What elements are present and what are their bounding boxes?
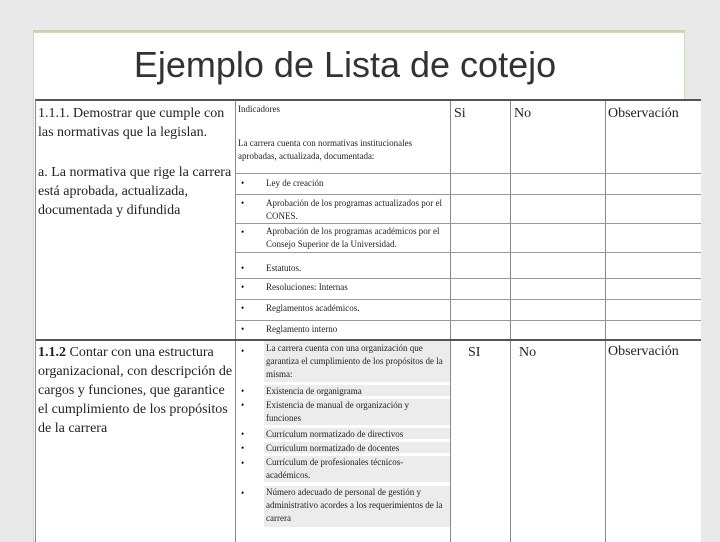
bullet-icon: • — [241, 303, 245, 313]
bullet-icon: • — [241, 400, 245, 410]
no-header-2: No — [519, 345, 537, 360]
section2-number: 1.1.2 — [38, 345, 66, 360]
section1-left-cell — [36, 101, 236, 341]
page-title: Ejemplo de Lista de cotejo — [133, 44, 557, 85]
bullet-icon: • — [241, 386, 245, 396]
item-text: Currículum de profesionales técnicos-académicos. — [266, 457, 404, 480]
indicator-intro: La carrera cuenta con normativas institucionales aprobadas, actualizada, documentada: — [238, 138, 413, 161]
si-header-2: SI — [468, 345, 481, 360]
no-column-2 — [511, 341, 606, 542]
item-text: Currículum normatizado de docentes — [266, 443, 400, 453]
checklist-table — [35, 99, 701, 542]
item-text: Reglamentos académicos. — [266, 303, 360, 313]
bullet-icon: • — [241, 227, 245, 237]
indicators-header: Indicadores — [238, 104, 280, 114]
item-text: Resoluciones: Internas — [266, 282, 348, 292]
bullet-icon: • — [241, 198, 245, 208]
item-text: Aprobación de los programas académicos por el Consejo Superior de la Universidad. — [266, 226, 440, 249]
observacion-column — [606, 101, 701, 542]
item-text: Número adecuado de personal de gestión y administrativo acordes a los requerimientos de la carrera — [266, 487, 443, 523]
item-text: Reglamento interno — [266, 324, 338, 334]
bullet-icon: • — [241, 178, 245, 188]
si-header: Si — [454, 106, 466, 121]
section2-left-cell — [36, 341, 236, 542]
bullet-icon: • — [241, 324, 245, 334]
observacion-header: Observación — [608, 106, 679, 121]
si-column — [451, 101, 511, 341]
section1-heading: 1.1.1. Demostrar que cumple con las normativas que la legislan. — [38, 106, 225, 140]
section1-subheading: a. La normativa que rige la carrera está aprobada, actualizada, documentada y difundida — [38, 165, 232, 218]
bullet-icon: • — [241, 429, 245, 439]
observacion-header-2: Observación — [608, 344, 679, 359]
item-text: Existencia de organigrama — [266, 386, 362, 396]
section2-heading — [38, 343, 234, 438]
item-text: Aprobación de los programas actualizados por el CONES. — [266, 198, 442, 221]
bullet-icon: • — [241, 263, 245, 273]
section2-text: Contar con una estructura organizacional, con descripción de cargos y funciones, que garantice el cumplimiento de los propósitos de la carrera — [38, 345, 233, 436]
item-text: Currículum normatizado de directivos — [266, 429, 404, 439]
no-column — [511, 101, 606, 341]
item-text: Ley de creación — [266, 178, 324, 188]
si-column-2 — [451, 341, 511, 542]
item-text: Existencia de manual de organización y funciones — [266, 400, 410, 423]
bullet-icon: • — [241, 443, 245, 453]
no-header: No — [514, 106, 532, 121]
item-text: La carrera cuenta con una organización que garantiza el cumplimiento de los propósitos de la misma: — [266, 343, 443, 379]
item-text: Estatutos. — [266, 263, 302, 273]
bullet-icon: • — [241, 282, 245, 292]
bullet-icon: • — [241, 488, 245, 498]
bullet-icon: • — [241, 458, 245, 468]
bullet-icon: • — [241, 346, 245, 356]
